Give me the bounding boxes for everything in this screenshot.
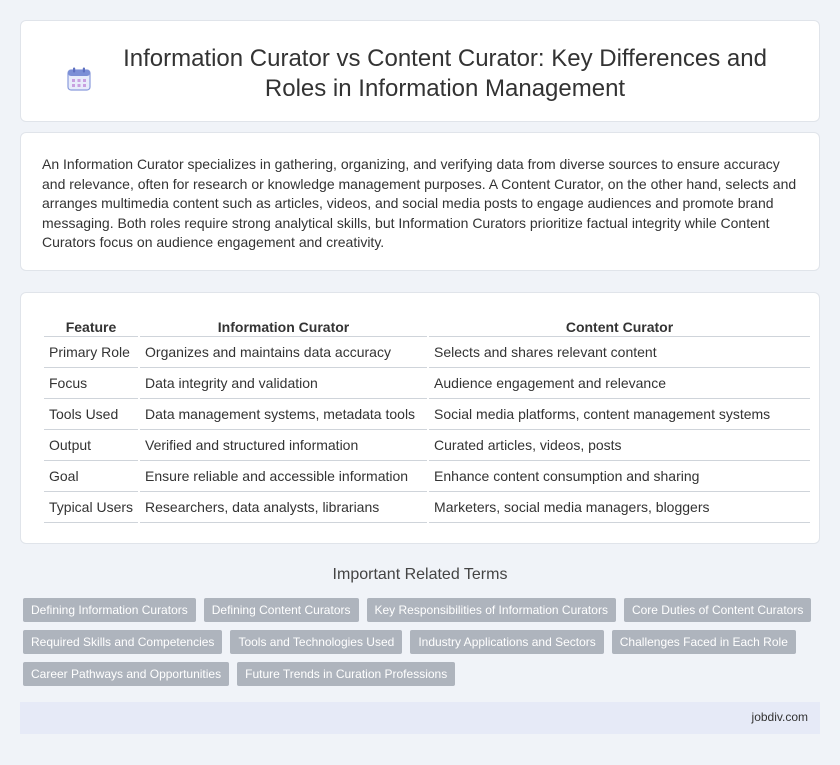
- footer-site-link[interactable]: jobdiv.com: [751, 710, 808, 724]
- row-content-curator: Curated articles, videos, posts: [429, 430, 810, 461]
- related-term-tag[interactable]: Tools and Technologies Used: [230, 630, 402, 654]
- related-term-tag[interactable]: Challenges Faced in Each Role: [612, 630, 796, 654]
- row-content-curator: Social media platforms, content management systems: [429, 399, 810, 430]
- row-feature: Focus: [44, 368, 138, 399]
- row-information-curator: Data integrity and validation: [140, 368, 427, 399]
- table-row: [44, 399, 810, 430]
- table-row: [44, 337, 810, 368]
- related-term-tag[interactable]: Industry Applications and Sectors: [410, 630, 603, 654]
- row-feature: Output: [44, 430, 138, 461]
- comparison-table-card: [20, 292, 820, 544]
- related-term-tag[interactable]: Required Skills and Competencies: [23, 630, 222, 654]
- related-term-tag[interactable]: Defining Information Curators: [23, 598, 196, 622]
- related-term-tag[interactable]: Core Duties of Content Curators: [624, 598, 811, 622]
- related-term-tag[interactable]: Career Pathways and Opportunities: [23, 662, 229, 686]
- row-content-curator: Marketers, social media managers, bloggers: [429, 492, 810, 523]
- table-row: [44, 368, 810, 399]
- page-title: Information Curator vs Content Curator: Key Differences and Roles in Information Management: [123, 45, 767, 102]
- row-feature: Typical Users: [44, 492, 138, 523]
- row-information-curator: Organizes and maintains data accuracy: [140, 337, 427, 368]
- row-information-curator: Researchers, data analysts, librarians: [140, 492, 427, 523]
- row-feature: Goal: [44, 461, 138, 492]
- row-content-curator: Selects and shares relevant content: [429, 337, 810, 368]
- row-information-curator: Verified and structured information: [140, 430, 427, 461]
- related-term-tag[interactable]: Defining Content Curators: [204, 598, 359, 622]
- row-information-curator: Ensure reliable and accessible information: [140, 461, 427, 492]
- header-content-curator: Content Curator: [429, 315, 810, 337]
- related-term-tag[interactable]: Future Trends in Curation Professions: [237, 662, 455, 686]
- table-row: [44, 492, 810, 523]
- table-header-row: [44, 315, 810, 337]
- row-feature: Primary Role: [44, 337, 138, 368]
- calendar-icon: [66, 66, 92, 92]
- row-information-curator: Data management systems, metadata tools: [140, 399, 427, 430]
- table-row: [44, 461, 810, 492]
- footer: [20, 702, 820, 734]
- table-row: [44, 430, 810, 461]
- title-card: [20, 20, 820, 122]
- related-terms-heading: Important Related Terms: [332, 566, 508, 583]
- header-feature: Feature: [44, 315, 138, 337]
- row-content-curator: Enhance content consumption and sharing: [429, 461, 810, 492]
- related-term-tag[interactable]: Key Responsibilities of Information Curators: [367, 598, 616, 622]
- header-information-curator: Information Curator: [140, 315, 427, 337]
- intro-text: An Information Curator specializes in gathering, organizing, and verifying data from diverse sources to ensure accuracy and relevance, often for research or knowledge management purposes. A Content Curator, on the other hand, selects and arranges multimedia content such as articles, videos, and social media posts to engage audiences and promote brand messaging. Both roles require strong analytical skills, but Information Curators prioritize factual integrity while Content Curators focus on audience engagement and creativity.: [42, 156, 797, 250]
- row-feature: Tools Used: [44, 399, 138, 430]
- intro-card: [20, 132, 820, 271]
- row-content-curator: Audience engagement and relevance: [429, 368, 810, 399]
- related-terms-list: [23, 598, 823, 694]
- comparison-table: [42, 315, 812, 523]
